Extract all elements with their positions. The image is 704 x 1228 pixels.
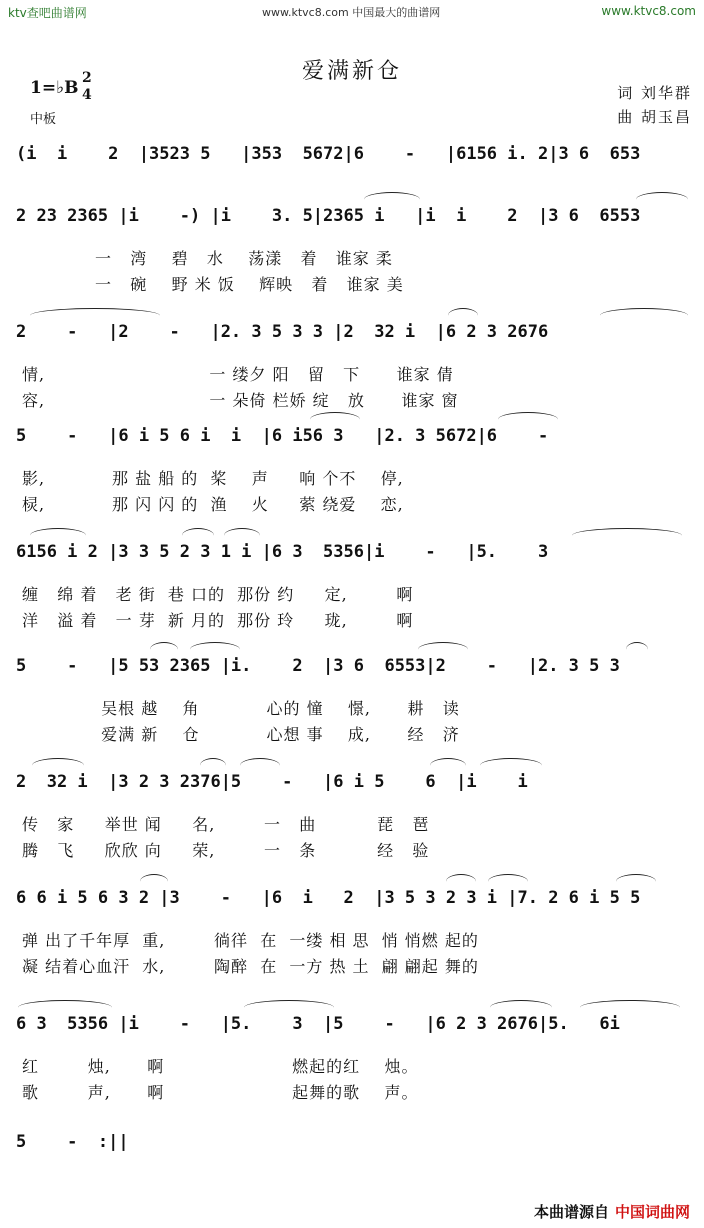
slur-mark (240, 758, 280, 773)
song-title: 爱满新仓 (301, 59, 402, 84)
lyric-verse-1: 缠 绵 着 老 街 巷 口的 那份 约 定, 啊 (22, 585, 414, 604)
slur-mark (364, 192, 420, 207)
notation-line: 2 - |2 - |2. 3 5 3 3 |2 32 i |6 2 3 2676 (16, 322, 549, 342)
notation-line: 6156 i 2 |3 3 5 2 3 1 i |6 3 5356|i - |5. 3 (16, 542, 549, 562)
slur-mark (310, 412, 360, 427)
slur-mark (448, 308, 478, 323)
slur-mark (616, 874, 656, 889)
lyric-verse-1: 影, 那 盐 船 的 桨 声 响 个不 停, (22, 469, 404, 488)
slur-mark (626, 642, 648, 657)
slur-mark (418, 642, 468, 657)
slur-mark (430, 758, 466, 773)
lyric-verse-2: 洋 溢 着 一 芽 新 月的 那份 玲 珑, 啊 (22, 611, 414, 630)
lyric-verse-2: 腾 飞 欣欣 向 荣, 一 条 经 验 (22, 841, 430, 860)
notation-line: 5 - :|| (16, 1132, 129, 1152)
lyric-verse-2: 容, 一 朵倚 栏娇 绽 放 谁家 窗 (22, 391, 459, 410)
slur-mark (224, 528, 260, 543)
lyric-verse-1: 吴根 越 角 心的 憧 憬, 耕 读 (22, 699, 460, 718)
key-signature: 1=♭B (30, 78, 79, 98)
notation-line: 6 6 i 5 6 3 2 |3 - |6 i 2 |3 5 3 2 3 i |7. 2 6 i 5 5 (16, 888, 641, 908)
slur-mark (498, 412, 558, 427)
slur-mark (446, 874, 476, 889)
slur-mark (572, 528, 682, 543)
tie-mark (30, 308, 160, 323)
slur-mark (480, 758, 542, 773)
lyric-verse-1: 红 烛, 啊 燃起的红 烛。 (22, 1057, 419, 1076)
slur-mark (190, 642, 240, 657)
notation-line: 5 - |6 i 5 6 i i |6 i56 3 |2. 3 5672|6 - (16, 426, 549, 446)
lyric-verse-1: 一 湾 碧 水 荡漾 着 谁家 柔 (22, 249, 393, 268)
slur-mark (182, 528, 214, 543)
slur-mark (600, 308, 688, 323)
source-label: 本曲谱源自 (533, 1203, 609, 1221)
tie-mark (580, 1000, 680, 1015)
notation-line: (i i 2 |3523 5 |353 5672|6 - |6156 i. 2|3 6 653 (16, 144, 641, 164)
slur-mark (18, 1000, 112, 1015)
time-signature-bottom: 4 (82, 87, 92, 103)
tie-mark (244, 1000, 334, 1015)
time-signature (82, 70, 92, 104)
source-site-link[interactable]: 中国词曲网 (614, 1203, 690, 1221)
site-url-right: www.ktvc8.com (601, 4, 696, 18)
lyric-verse-2: 歌 声, 啊 起舞的歌 声。 (22, 1083, 419, 1102)
slur-mark (490, 1000, 552, 1015)
slur-mark (150, 642, 178, 657)
site-banner: www.ktvc8.com 中国最大的曲谱网 (262, 6, 441, 19)
slur-mark (636, 192, 688, 207)
slur-mark (30, 528, 86, 543)
notation-line: 5 - |5 53 2365 |i. 2 |3 6 6553|2 - |2. 3 5 3 (16, 656, 620, 676)
lyric-verse-1: 弹 出了千年厚 重, 徜徉 在 一缕 相 思 悄 悄燃 起的 (22, 931, 479, 950)
composer-credit: 曲 胡玉昌 (617, 108, 692, 126)
tempo-marking: 中板 (30, 112, 57, 127)
slur-mark (32, 758, 84, 773)
lyric-verse-1: 情, 一 缕夕 阳 留 下 谁家 倩 (22, 365, 454, 384)
notation-line: 2 32 i |3 2 3 2376|5 - |6 i 5 6 |i i (16, 772, 528, 792)
lyric-verse-1: 传 家 举世 闻 名, 一 曲 琵 琶 (22, 815, 430, 834)
notation-line: 6 3 5356 |i - |5. 3 |5 - |6 2 3 2676|5. 6i (16, 1014, 620, 1034)
lyric-verse-2: 棂, 那 闪 闪 的 渔 火 萦 绕爱 恋, (22, 495, 404, 514)
time-signature-top: 2 (82, 70, 92, 86)
notation-line: 2 23 2365 |i -) |i 3. 5|2365 i |i i 2 |3 6 6553 (16, 206, 641, 226)
slur-mark (200, 758, 226, 773)
source-credit (534, 1201, 690, 1222)
lyricist-credit: 词 刘华群 (617, 84, 692, 102)
lyric-verse-2: 一 碗 野 米 饭 辉映 着 谁家 美 (22, 275, 404, 294)
slur-mark (140, 874, 168, 889)
lyric-verse-2: 凝 结着心血汗 水, 陶醉 在 一方 热 土 翩 翩起 舞的 (22, 957, 479, 976)
slur-mark (488, 874, 528, 889)
site-logo-left: ktv查吧曲谱网 (8, 6, 87, 20)
lyric-verse-2: 爱满 新 仓 心想 事 成, 经 济 (22, 725, 460, 744)
